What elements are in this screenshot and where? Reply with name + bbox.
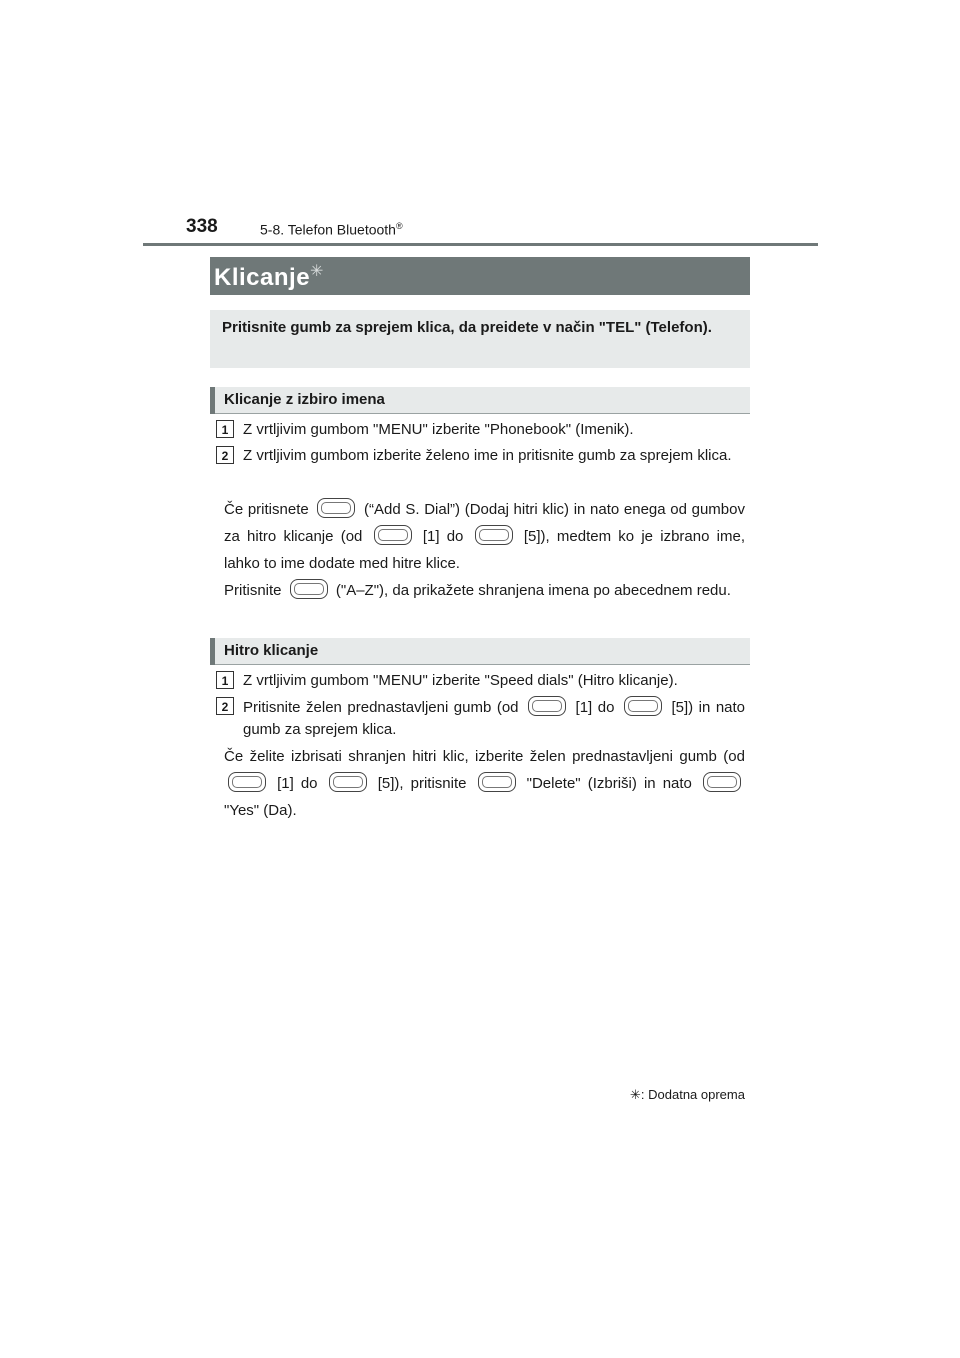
step-number-badge: 2 — [216, 446, 234, 464]
note-paragraph — [224, 496, 745, 577]
step-text-part: [1] do — [575, 699, 615, 716]
step-text-part: Pritisnite želen prednastavljeni gumb (od — [243, 699, 519, 716]
button-icon — [290, 579, 328, 599]
button-icon — [528, 696, 566, 716]
paragraph-text: [1] do — [277, 775, 318, 792]
step-text-part: [5]) in nato gumb za sprejem klica. — [243, 699, 746, 738]
section-reference-text: 5-8. Telefon Bluetooth — [260, 221, 396, 238]
button-icon — [475, 525, 513, 545]
subsection-header-name-dial — [210, 387, 750, 414]
paragraph-text: [5]), pritisnite — [377, 775, 467, 792]
paragraph-text: Če pritisnete — [224, 501, 309, 518]
paragraph-text: Če želite izbrisati shranjen hitri klic, izberite želen prednastavljeni gumb (od — [224, 748, 745, 765]
subsection-accent — [210, 387, 215, 414]
paragraph-text: [5]), medtem ko je izbrano ime, lahko to ime dodate med hitre klice. — [224, 528, 745, 572]
asterisk-icon: ✳ — [310, 263, 324, 280]
footnote — [630, 1087, 745, 1103]
note-paragraph — [224, 743, 745, 824]
section-reference — [260, 221, 403, 238]
paragraph-text: Pritisnite — [224, 582, 282, 599]
paragraph-text: ("A–Z"), da prikažete shranjena imena po abecednem redu. — [335, 582, 731, 599]
paragraph-text: (“Add S. Dial”) (Dodaj hitri klic) in nato enega od gumbov za hitro klicanje (od — [224, 501, 745, 545]
page-title-text: Klicanje — [214, 264, 311, 291]
subsection-title: Klicanje z izbiro imena — [224, 391, 385, 408]
button-icon — [624, 696, 662, 716]
button-icon — [317, 498, 355, 518]
subsection-header-speed-dial — [210, 638, 750, 665]
page-title — [214, 261, 324, 292]
step-number-badge: 1 — [216, 671, 234, 689]
intro-text: Pritisnite gumb za sprejem klica, da preidete v način "TEL" (Telefon). — [222, 319, 712, 336]
button-icon — [329, 772, 367, 792]
page-number: 338 — [186, 216, 218, 237]
asterisk-icon: ✳ — [630, 1087, 641, 1102]
paragraph-text: "Yes" (Da). — [224, 802, 297, 819]
header-divider — [143, 243, 818, 246]
footnote-text: : Dodatna oprema — [640, 1087, 745, 1102]
button-icon — [478, 772, 516, 792]
step-text: Z vrtljivim gumbom izberite želeno ime in pritisnite gumb za sprejem klica. — [243, 447, 732, 464]
step-text: Z vrtljivim gumbom "MENU" izberite "Phonebook" (Imenik). — [243, 421, 634, 438]
button-icon — [703, 772, 741, 792]
step-text: Z vrtljivim gumbom "MENU" izberite "Speed dials" (Hitro klicanje). — [243, 672, 678, 689]
subsection-accent — [210, 638, 215, 665]
paragraph-text: "Delete" (Izbriši) in nato — [526, 775, 692, 792]
step-number-badge: 2 — [216, 697, 234, 715]
note-paragraph — [224, 577, 745, 604]
paragraph-text: [1] do — [422, 528, 464, 545]
button-icon — [374, 525, 412, 545]
registered-mark: ® — [395, 221, 403, 231]
step-number-badge: 1 — [216, 420, 234, 438]
subsection-title: Hitro klicanje — [224, 642, 319, 659]
step-text — [243, 696, 745, 741]
button-icon — [228, 772, 266, 792]
